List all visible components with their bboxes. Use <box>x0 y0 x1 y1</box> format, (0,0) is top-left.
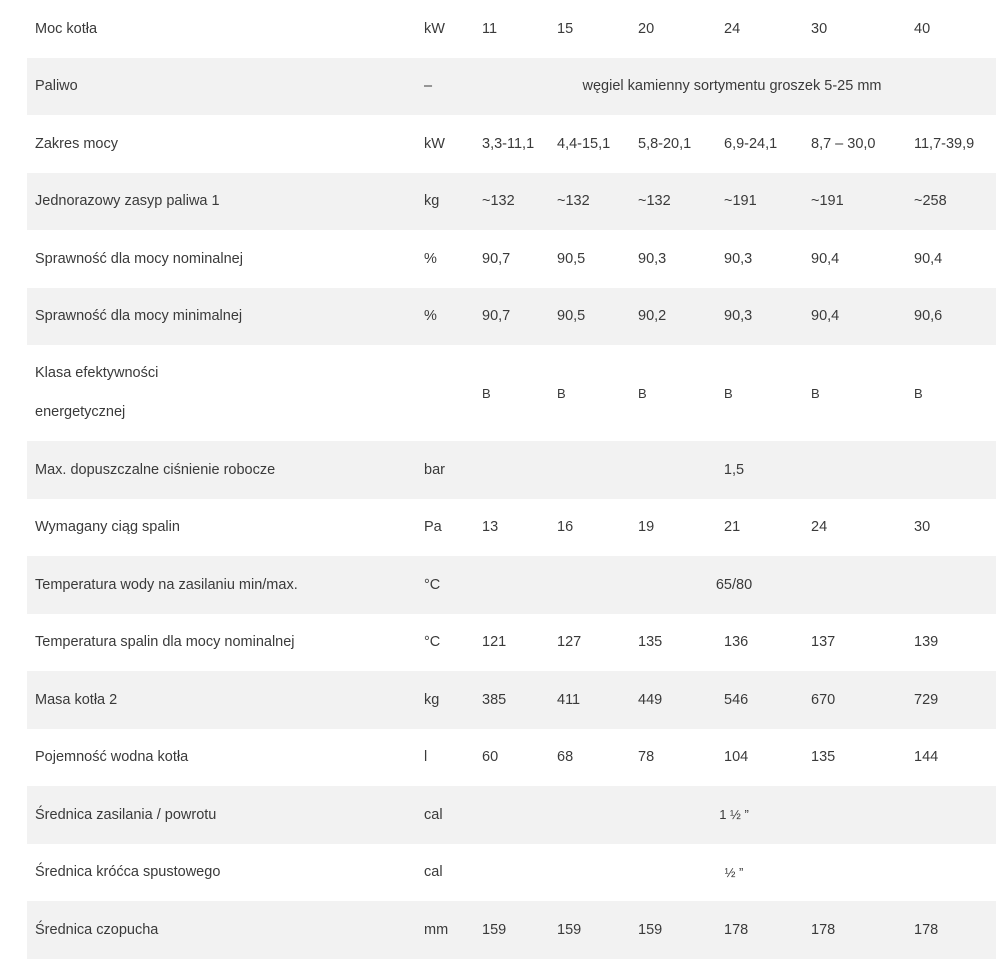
row-label: Masa kotła 2 <box>35 691 118 708</box>
row-label: Średnica króćca spustowego <box>35 864 221 881</box>
row-label <box>35 345 415 441</box>
row-value: 135 <box>811 749 836 766</box>
row-unit: l <box>424 749 428 766</box>
row-value: 135 <box>638 634 663 651</box>
row-value: 90,5 <box>557 250 586 267</box>
row-value: 40 <box>914 20 931 37</box>
row-value: 30 <box>811 20 828 37</box>
table-row <box>27 614 996 672</box>
row-span-value: 1 ½ ” <box>719 807 749 823</box>
row-label: Jednorazowy zasyp paliwa 1 <box>35 193 220 210</box>
row-value: 90,6 <box>914 308 943 325</box>
row-value: ~258 <box>914 193 947 210</box>
row-unit <box>424 345 474 441</box>
row-value: 178 <box>914 921 939 938</box>
row-label: Średnica zasilania / powrotu <box>35 806 217 823</box>
table-row <box>27 556 996 614</box>
table-row <box>27 729 996 787</box>
row-label: Temperatura spalin dla mocy nominalnej <box>35 634 295 651</box>
row-unit: °C <box>424 634 441 651</box>
row-value: B <box>811 385 820 401</box>
row-value: 90,4 <box>811 250 840 267</box>
row-value: 159 <box>638 921 663 938</box>
row-value: B <box>914 385 923 401</box>
row-value: ~132 <box>482 193 515 210</box>
row-label: Max. dopuszczalne ciśnienie robocze <box>35 461 276 478</box>
row-label: Pojemność wodna kotła <box>35 749 189 766</box>
row-value: ~191 <box>724 193 757 210</box>
row-value: 5,8-20,1 <box>638 135 692 152</box>
spec-table <box>27 0 996 959</box>
row-value: 11 <box>482 20 498 37</box>
row-label: Średnica czopucha <box>35 921 159 938</box>
row-value: B <box>724 385 733 401</box>
table-row <box>27 288 996 346</box>
row-value: 8,7 – 30,0 <box>811 135 876 152</box>
row-unit: kW <box>424 20 445 37</box>
row-value: 13 <box>482 519 499 536</box>
row-unit: % <box>424 250 437 267</box>
row-value: 136 <box>724 634 749 651</box>
row-value: 178 <box>811 921 836 938</box>
table-row <box>27 786 996 844</box>
row-value: 60 <box>482 749 499 766</box>
table-row <box>27 441 996 499</box>
table-row <box>27 345 996 441</box>
table-row <box>27 901 996 959</box>
row-unit: – <box>424 78 433 95</box>
row-value: 3,3-11,1 <box>482 135 535 152</box>
row-value: 20 <box>638 20 655 37</box>
row-value: 24 <box>811 519 828 536</box>
row-value: 68 <box>557 749 574 766</box>
table-row <box>27 844 996 902</box>
row-span-value: węgiel kamienny sortymentu groszek 5-25 mm <box>582 78 882 95</box>
row-value: B <box>482 385 491 401</box>
row-value: ~132 <box>638 193 671 210</box>
row-value: 24 <box>724 20 741 37</box>
row-value: 90,2 <box>638 308 667 325</box>
row-value: 144 <box>914 749 939 766</box>
row-unit: cal <box>424 806 443 823</box>
row-value: 11,7-39,9 <box>914 135 975 152</box>
row-value: 90,3 <box>724 250 753 267</box>
row-unit: mm <box>424 921 449 938</box>
row-value: 127 <box>557 634 582 651</box>
table-row <box>27 0 996 58</box>
row-label: Sprawność dla mocy nominalnej <box>35 250 243 267</box>
row-value: 90,5 <box>557 308 586 325</box>
row-unit: kg <box>424 691 440 708</box>
row-value: 16 <box>557 519 574 536</box>
row-value: 449 <box>638 691 663 708</box>
row-value: 78 <box>638 749 655 766</box>
table-row <box>27 671 996 729</box>
row-label: Moc kotła <box>35 20 98 37</box>
row-span-value: ½ ” <box>724 864 744 880</box>
row-label: Sprawność dla mocy minimalnej <box>35 308 243 325</box>
row-span-value: 65/80 <box>715 576 753 593</box>
row-value: 90,7 <box>482 250 511 267</box>
table-row <box>27 173 996 231</box>
row-unit: °C <box>424 576 441 593</box>
row-value: 385 <box>482 691 507 708</box>
row-value: B <box>557 385 566 401</box>
row-value: 90,4 <box>914 250 943 267</box>
row-label: Wymagany ciąg spalin <box>35 519 180 536</box>
row-value: 90,7 <box>482 308 511 325</box>
row-value: 411 <box>557 691 581 708</box>
row-value: 546 <box>724 691 749 708</box>
row-value: ~191 <box>811 193 844 210</box>
row-value: 729 <box>914 691 939 708</box>
row-label: Zakres mocy <box>35 135 118 152</box>
row-label: Temperatura wody na zasilaniu min/max. <box>35 576 298 593</box>
row-label-line: energetycznej <box>35 404 126 420</box>
row-unit: cal <box>424 864 443 881</box>
table-row <box>27 58 996 116</box>
row-value: 6,9-24,1 <box>724 135 778 152</box>
row-value: 137 <box>811 634 836 651</box>
row-unit: bar <box>424 461 445 478</box>
row-value: ~132 <box>557 193 590 210</box>
row-span-value: 1,5 <box>723 461 745 478</box>
row-unit: % <box>424 308 437 325</box>
row-label: Paliwo <box>35 78 78 95</box>
row-value: 90,4 <box>811 308 840 325</box>
row-unit: kW <box>424 135 445 152</box>
row-value: 159 <box>482 921 507 938</box>
row-value: 4,4-15,1 <box>557 135 611 152</box>
row-value: 159 <box>557 921 582 938</box>
row-value: 30 <box>914 519 931 536</box>
row-value: 121 <box>482 634 507 651</box>
row-value: 670 <box>811 691 836 708</box>
row-value: 104 <box>724 749 749 766</box>
row-unit: kg <box>424 193 440 210</box>
row-value: 21 <box>724 519 741 536</box>
row-value: 15 <box>557 20 574 37</box>
row-value: 90,3 <box>638 250 667 267</box>
row-value: 90,3 <box>724 308 753 325</box>
table-row <box>27 499 996 557</box>
row-value: 178 <box>724 921 749 938</box>
row-value: B <box>638 385 647 401</box>
row-value: 19 <box>638 519 655 536</box>
row-value: 139 <box>914 634 939 651</box>
row-unit: Pa <box>424 519 442 536</box>
table-row <box>27 230 996 288</box>
row-label-line: Klasa efektywności <box>35 365 159 381</box>
table-row <box>27 115 996 173</box>
